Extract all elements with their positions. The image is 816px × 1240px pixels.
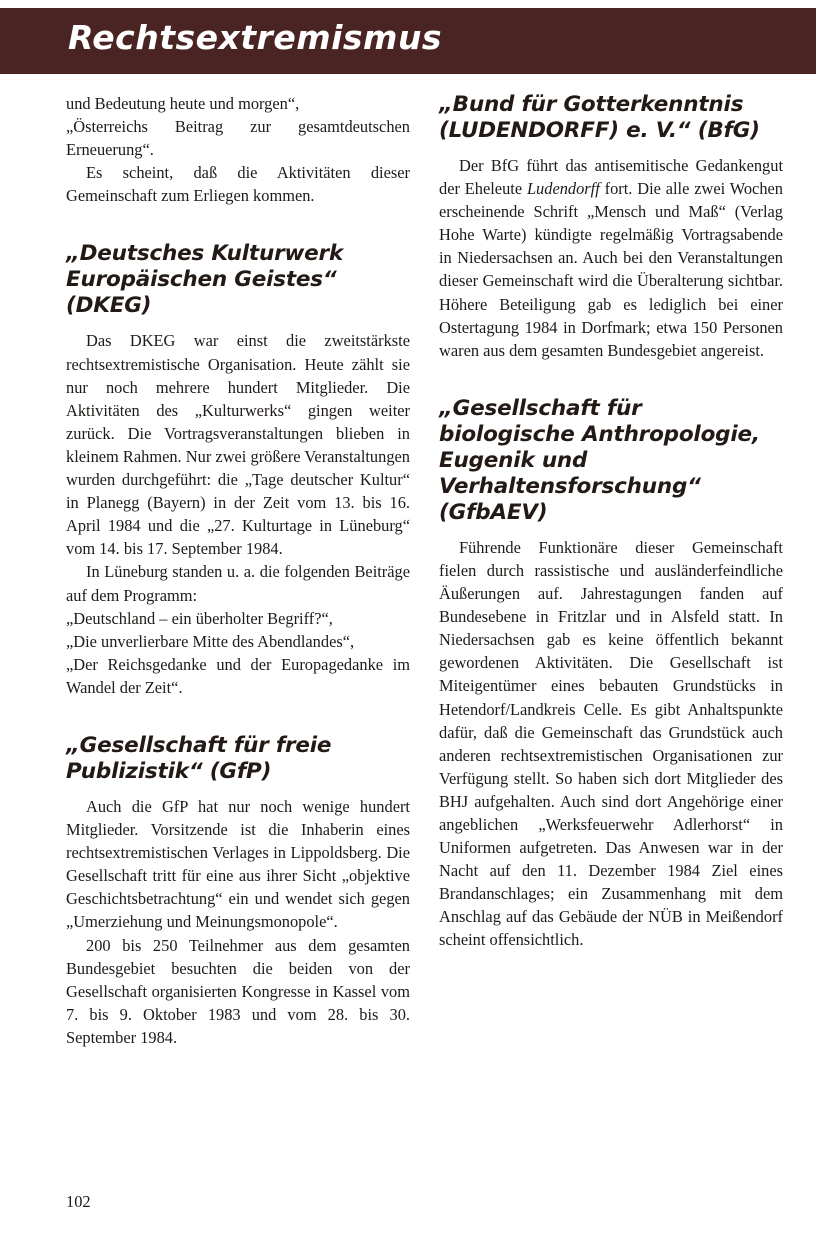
gfp-paragraph: 200 bis 250 Teilnehmer aus dem gesamten Bundesgebiet besuchten die beiden von der Gesellschaft organisierten Kongresse in Kassel vom 7. bis 9. Oktober 1983 und vom 28. bis 30. September 1984. [66,935,410,1047]
page-header-title: Rechtsextremismus [68,18,443,57]
section-heading-gfp: „Gesellschaft für freie Publizistik“ (GfP) [66,732,332,784]
bfg-name: Ludendorff [526,179,600,199]
right-column [439,92,783,952]
gfbaev-paragraph: Führende Funktionäre dieser Gemeinschaft fielen durch rassistische und ausländerfeindliche Äußerungen auf. Jahrestagungen fanden auf Bundesebene in Fritzlar und in Alsfeld statt. In Niedersachsen gab es keine öffentlich bekannt gewordenen Aktivitäten. Die Gesellschaft ist Miteigentümer eines bebauten Grundstücks in Hetendorf/Landkreis Celle. Es gibt Anhaltspunkte dafür, daß die Gemeinschaft das Grundstück auch anderen rechtsextremistischen Organisationen zur Verfügung stellt. So haben sich dort Mitglieder des BHJ aufgehalten. Auch sind dort Angehörige einer angeblichen „Werksfeuerwehr Adlerhorst“ in Uniformen aufgetreten. Das Anwesen war in der Nacht auf den 11. Dezember 1984 Ziel eines Brandanschlages; ein Zusammenhang mit dem Anschlag auf das Gebäude der NÜB in Meißendorf scheint offensichtlich. [439,537,783,950]
bfg-paragraph [439,154,783,362]
section-heading-gfbaev: „Gesellschaft für biologische Anthropologie, Eugenik und Verhaltensforschung“ (GfbAEV) [439,395,760,525]
left-column [66,92,410,1049]
intro-paragraph: Es scheint, daß die Aktivitäten dieser Gemeinschaft zum Erliegen kommen. [66,163,410,206]
dkeg-paragraph: In Lüneburg standen u. a. die folgenden Beiträge auf dem Programm: [66,562,410,605]
bfg-text: fort. Die alle zwei Wochen erscheinende Schrift „Mensch und Maß“ (Verlag Hohe Warte) kündigte regelmäßig Vortragsabende in Niedersachsen an. Auch bei den Veranstaltungen dieser Gemeinschaft wird die Überalterung sichtbar. Höhere Beteiligung gab es lediglich bei einer Ostertagung 1984 in Dorfmark; etwa 150 Personen waren aus dem gesamten Bundesgebiet angereist. [439,179,783,360]
intro-line: „Österreichs Beitrag zur gesamtdeutschen Erneuerung“. [66,117,410,160]
page-number: 102 [66,1192,91,1211]
dkeg-paragraph: Das DKEG war einst die zweitstärkste rechtsextremistische Organisation. Heute zählt sie nur noch mehrere hundert Mitglieder. Die Aktivitäten des „Kulturwerks“ gingen weiter zurück. Die Vortragsveranstaltungen blieben in kleinem Rahmen. Nur zwei größere Veranstaltungen wurden durchgeführt: die „Tage deutscher Kultur“ in Planegg (Bayern) in der Zeit vom 13. bis 16. April 1984 und die „27. Kulturtage in Lüneburg“ vom 14. bis 17. September 1984. [66,331,410,559]
bfg-text: Der BfG führt das antisemitische Gedankengut der Eheleute [439,156,783,199]
section-heading-dkeg: „Deutsches Kulturwerk Europäischen Geistes“ (DKEG) [66,241,344,319]
gfp-paragraph: Auch die GfP hat nur noch wenige hundert Mitglieder. Vorsitzende ist die Inhaberin eines rechtsextremistischen Verlages in Lippoldsberg. Die Gesellschaft tritt für eine aus ihrer Sicht „objektive Geschichtsbetrachtung“ ein und wendet sich gegen „Umerziehung und Meinungsmonopole“. [66,796,410,932]
program-item: „Deutschland – ein überholter Begriff?“, [66,608,333,628]
intro-line: und Bedeutung heute und morgen“, [66,94,300,113]
program-item: „Die unverlierbare Mitte des Abendlandes“, [66,631,355,651]
section-heading-bfg: „Bund für Gotterkenntnis (LUDENDORFF) e. V.“ (BfG) [439,92,760,143]
program-item: „Der Reichsgedanke und der Europagedanke im Wandel der Zeit“. [66,654,410,697]
